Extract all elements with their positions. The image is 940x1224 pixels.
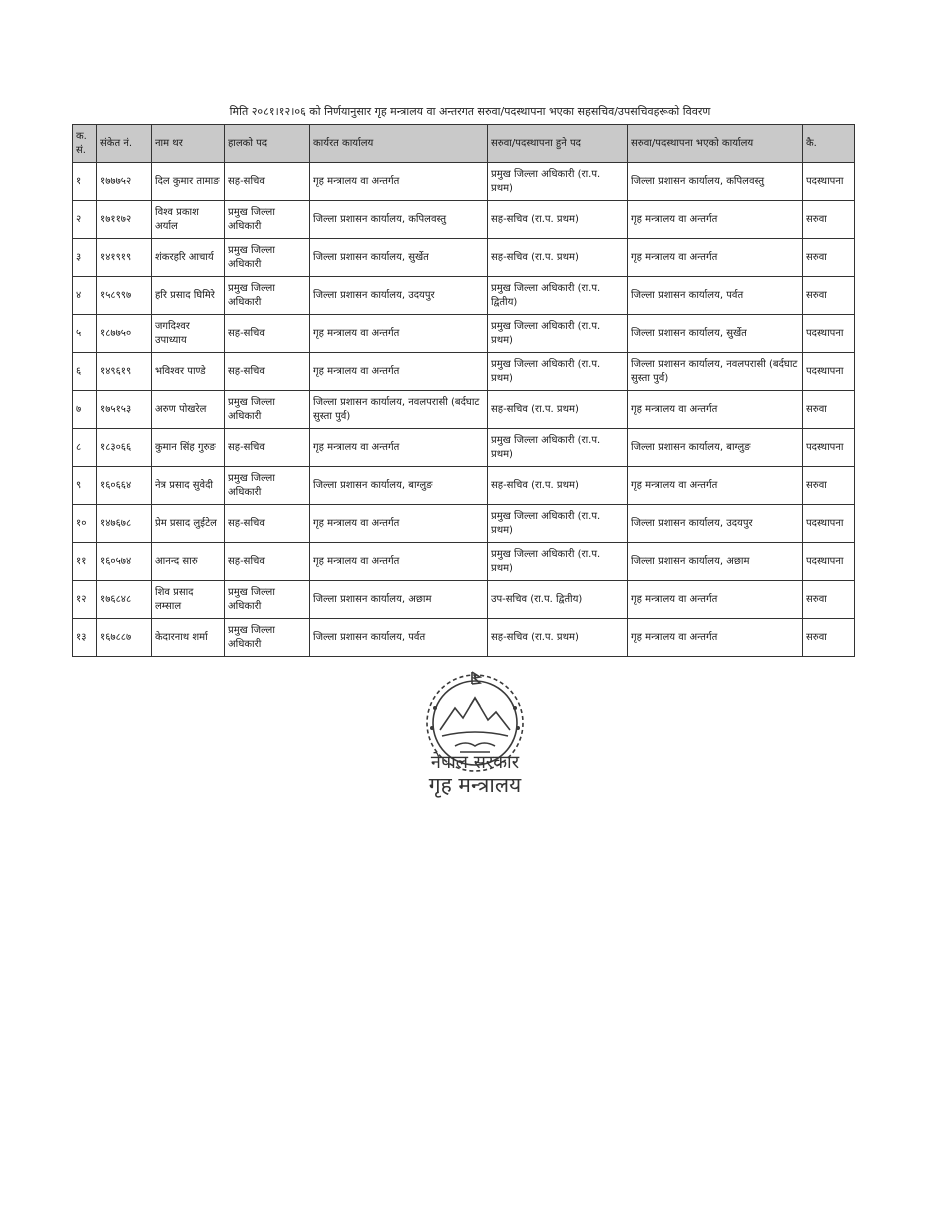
table-row [73, 239, 855, 277]
cell-name: विश्व प्रकाश अर्याल [152, 201, 225, 239]
header-current-post: हालको पद [225, 125, 310, 163]
table-row [73, 201, 855, 239]
cell-remark: पदस्थापना [803, 353, 855, 391]
cell-office: गृह मन्त्रालय वा अन्तर्गत [310, 163, 488, 201]
cell-new-office: जिल्ला प्रशासन कार्यालय, नवलपरासी (बर्दघाट सुस्ता पुर्व) [628, 353, 803, 391]
cell-remark: पदस्थापना [803, 543, 855, 581]
seal-caption [400, 752, 550, 796]
cell-serial: २ [73, 201, 97, 239]
table-row [73, 429, 855, 467]
cell-name: जगदिश्वर उपाध्याय [152, 315, 225, 353]
cell-serial: १ [73, 163, 97, 201]
cell-office: जिल्ला प्रशासन कार्यालय, पर्वत [310, 619, 488, 657]
table-body [73, 163, 855, 657]
cell-remark: सरुवा [803, 467, 855, 505]
table-header-row [73, 125, 855, 163]
cell-office: जिल्ला प्रशासन कार्यालय, कपिलवस्तु [310, 201, 488, 239]
cell-new-office: जिल्ला प्रशासन कार्यालय, पर्वत [628, 277, 803, 315]
cell-serial: ७ [73, 391, 97, 429]
cell-remark: सरुवा [803, 239, 855, 277]
cell-new-post: प्रमुख जिल्ला अधिकारी (रा.प. प्रथम) [488, 543, 628, 581]
cell-office: गृह मन्त्रालय वा अन्तर्गत [310, 429, 488, 467]
table-row [73, 277, 855, 315]
table-row [73, 581, 855, 619]
cell-post: सह-सचिव [225, 505, 310, 543]
cell-name: आनन्द सारु [152, 543, 225, 581]
cell-post: प्रमुख जिल्ला अधिकारी [225, 239, 310, 277]
header-name: नाम थर [152, 125, 225, 163]
cell-new-post: प्रमुख जिल्ला अधिकारी (रा.प. प्रथम) [488, 353, 628, 391]
seal-line-ministry: गृह मन्त्रालय [428, 773, 522, 797]
cell-name: भविश्वर पाण्डे [152, 353, 225, 391]
cell-new-post: सह-सचिव (रा.प. प्रथम) [488, 619, 628, 657]
cell-code: १८३०६६ [97, 429, 152, 467]
table-row [73, 505, 855, 543]
cell-post: प्रमुख जिल्ला अधिकारी [225, 467, 310, 505]
cell-post: सह-सचिव [225, 315, 310, 353]
cell-new-office: जिल्ला प्रशासन कार्यालय, उदयपुर [628, 505, 803, 543]
cell-remark: पदस्थापना [803, 505, 855, 543]
cell-post: सह-सचिव [225, 163, 310, 201]
cell-serial: ८ [73, 429, 97, 467]
header-remark: कै. [803, 125, 855, 163]
cell-new-office: गृह मन्त्रालय वा अन्तर्गत [628, 467, 803, 505]
cell-code: १६०६६४ [97, 467, 152, 505]
cell-new-office: गृह मन्त्रालय वा अन्तर्गत [628, 581, 803, 619]
cell-serial: ११ [73, 543, 97, 581]
cell-name: अरुण पोखरेल [152, 391, 225, 429]
cell-new-office: जिल्ला प्रशासन कार्यालय, अछाम [628, 543, 803, 581]
cell-name: केदारनाथ शर्मा [152, 619, 225, 657]
cell-office: जिल्ला प्रशासन कार्यालय, सुर्खेत [310, 239, 488, 277]
cell-new-office: गृह मन्त्रालय वा अन्तर्गत [628, 239, 803, 277]
cell-serial: ६ [73, 353, 97, 391]
cell-new-office: गृह मन्त्रालय वा अन्तर्गत [628, 201, 803, 239]
cell-post: प्रमुख जिल्ला अधिकारी [225, 391, 310, 429]
cell-post: प्रमुख जिल्ला अधिकारी [225, 581, 310, 619]
header-new-office: सरुवा/पदस्थापना भएको कार्यालय [628, 125, 803, 163]
cell-code: १४७६७८ [97, 505, 152, 543]
cell-office: गृह मन्त्रालय वा अन्तर्गत [310, 353, 488, 391]
cell-new-post: सह-सचिव (रा.प. प्रथम) [488, 391, 628, 429]
cell-code: १७५१५३ [97, 391, 152, 429]
cell-new-office: जिल्ला प्रशासन कार्यालय, कपिलवस्तु [628, 163, 803, 201]
header-serial: क.सं. [73, 125, 97, 163]
cell-office: गृह मन्त्रालय वा अन्तर्गत [310, 505, 488, 543]
cell-name: हरि प्रसाद घिमिरे [152, 277, 225, 315]
cell-office: जिल्ला प्रशासन कार्यालय, बाग्लुङ [310, 467, 488, 505]
table-row [73, 619, 855, 657]
cell-remark: सरुवा [803, 277, 855, 315]
cell-office: जिल्ला प्रशासन कार्यालय, अछाम [310, 581, 488, 619]
cell-serial: १० [73, 505, 97, 543]
transfer-table [72, 124, 855, 657]
cell-new-post: प्रमुख जिल्ला अधिकारी (रा.प. प्रथम) [488, 505, 628, 543]
cell-new-office: जिल्ला प्रशासन कार्यालय, बाग्लुङ [628, 429, 803, 467]
cell-new-post: प्रमुख जिल्ला अधिकारी (रा.प. प्रथम) [488, 315, 628, 353]
cell-code: १७७७५२ [97, 163, 152, 201]
cell-code: १६०५७४ [97, 543, 152, 581]
cell-office: जिल्ला प्रशासन कार्यालय, उदयपुर [310, 277, 488, 315]
header-code: संकेत नं. [97, 125, 152, 163]
cell-post: प्रमुख जिल्ला अधिकारी [225, 277, 310, 315]
cell-post: सह-सचिव [225, 353, 310, 391]
cell-new-post: प्रमुख जिल्ला अधिकारी (रा.प. प्रथम) [488, 163, 628, 201]
table-row [73, 543, 855, 581]
table-row [73, 315, 855, 353]
cell-office: जिल्ला प्रशासन कार्यालय, नवलपरासी (बर्दघाट सुस्ता पुर्व) [310, 391, 488, 429]
cell-serial: ९ [73, 467, 97, 505]
cell-code: १४१९१९ [97, 239, 152, 277]
cell-code: १४९६१९ [97, 353, 152, 391]
cell-name: शंकरहरि आचार्य [152, 239, 225, 277]
cell-new-post: प्रमुख जिल्ला अधिकारी (रा.प. द्वितीय) [488, 277, 628, 315]
cell-post: सह-सचिव [225, 543, 310, 581]
cell-new-post: सह-सचिव (रा.प. प्रथम) [488, 239, 628, 277]
seal-line-government: नेपाल सरकार [430, 752, 520, 773]
cell-remark: सरुवा [803, 581, 855, 619]
cell-new-office: गृह मन्त्रालय वा अन्तर्गत [628, 391, 803, 429]
cell-serial: ४ [73, 277, 97, 315]
cell-code: १६७८८७ [97, 619, 152, 657]
cell-new-office: गृह मन्त्रालय वा अन्तर्गत [628, 619, 803, 657]
cell-remark: पदस्थापना [803, 429, 855, 467]
cell-office: गृह मन्त्रालय वा अन्तर्गत [310, 543, 488, 581]
table-row [73, 163, 855, 201]
table-row [73, 467, 855, 505]
cell-new-office: जिल्ला प्रशासन कार्यालय, सुर्खेत [628, 315, 803, 353]
cell-remark: सरुवा [803, 619, 855, 657]
cell-code: १७६८४८ [97, 581, 152, 619]
cell-new-post: प्रमुख जिल्ला अधिकारी (रा.प. प्रथम) [488, 429, 628, 467]
cell-name: शिव प्रसाद लम्साल [152, 581, 225, 619]
cell-name: कुमान सिंह गुरुङ [152, 429, 225, 467]
table-row [73, 391, 855, 429]
cell-remark: सरुवा [803, 391, 855, 429]
cell-office: गृह मन्त्रालय वा अन्तर्गत [310, 315, 488, 353]
cell-name: दिल कुमार तामाङ [152, 163, 225, 201]
cell-serial: ३ [73, 239, 97, 277]
cell-post: प्रमुख जिल्ला अधिकारी [225, 619, 310, 657]
cell-name: प्रेम प्रसाद लुईटेल [152, 505, 225, 543]
cell-new-post: सह-सचिव (रा.प. प्रथम) [488, 201, 628, 239]
cell-post: प्रमुख जिल्ला अधिकारी [225, 201, 310, 239]
header-new-post: सरुवा/पदस्थापना हुने पद [488, 125, 628, 163]
cell-serial: १३ [73, 619, 97, 657]
cell-serial: ५ [73, 315, 97, 353]
cell-remark: सरुवा [803, 201, 855, 239]
cell-code: १८७७५० [97, 315, 152, 353]
cell-code: १५८९९७ [97, 277, 152, 315]
document-title: मिति २०८१।१२।०६ को निर्णयानुसार गृह मन्त्रालय वा अन्तरगत सरुवा/पदस्थापना भएका सहसचिव/उपसचिवहरूको विवरण [229, 105, 711, 118]
cell-post: सह-सचिव [225, 429, 310, 467]
cell-new-post: सह-सचिव (रा.प. प्रथम) [488, 467, 628, 505]
cell-remark: पदस्थापना [803, 315, 855, 353]
cell-remark: पदस्थापना [803, 163, 855, 201]
cell-serial: १२ [73, 581, 97, 619]
cell-new-post: उप-सचिव (रा.प. द्वितीय) [488, 581, 628, 619]
cell-code: १७११७२ [97, 201, 152, 239]
table-row [73, 353, 855, 391]
cell-name: नेत्र प्रसाद सुवेदी [152, 467, 225, 505]
header-current-office: कार्यरत कार्यालय [310, 125, 488, 163]
